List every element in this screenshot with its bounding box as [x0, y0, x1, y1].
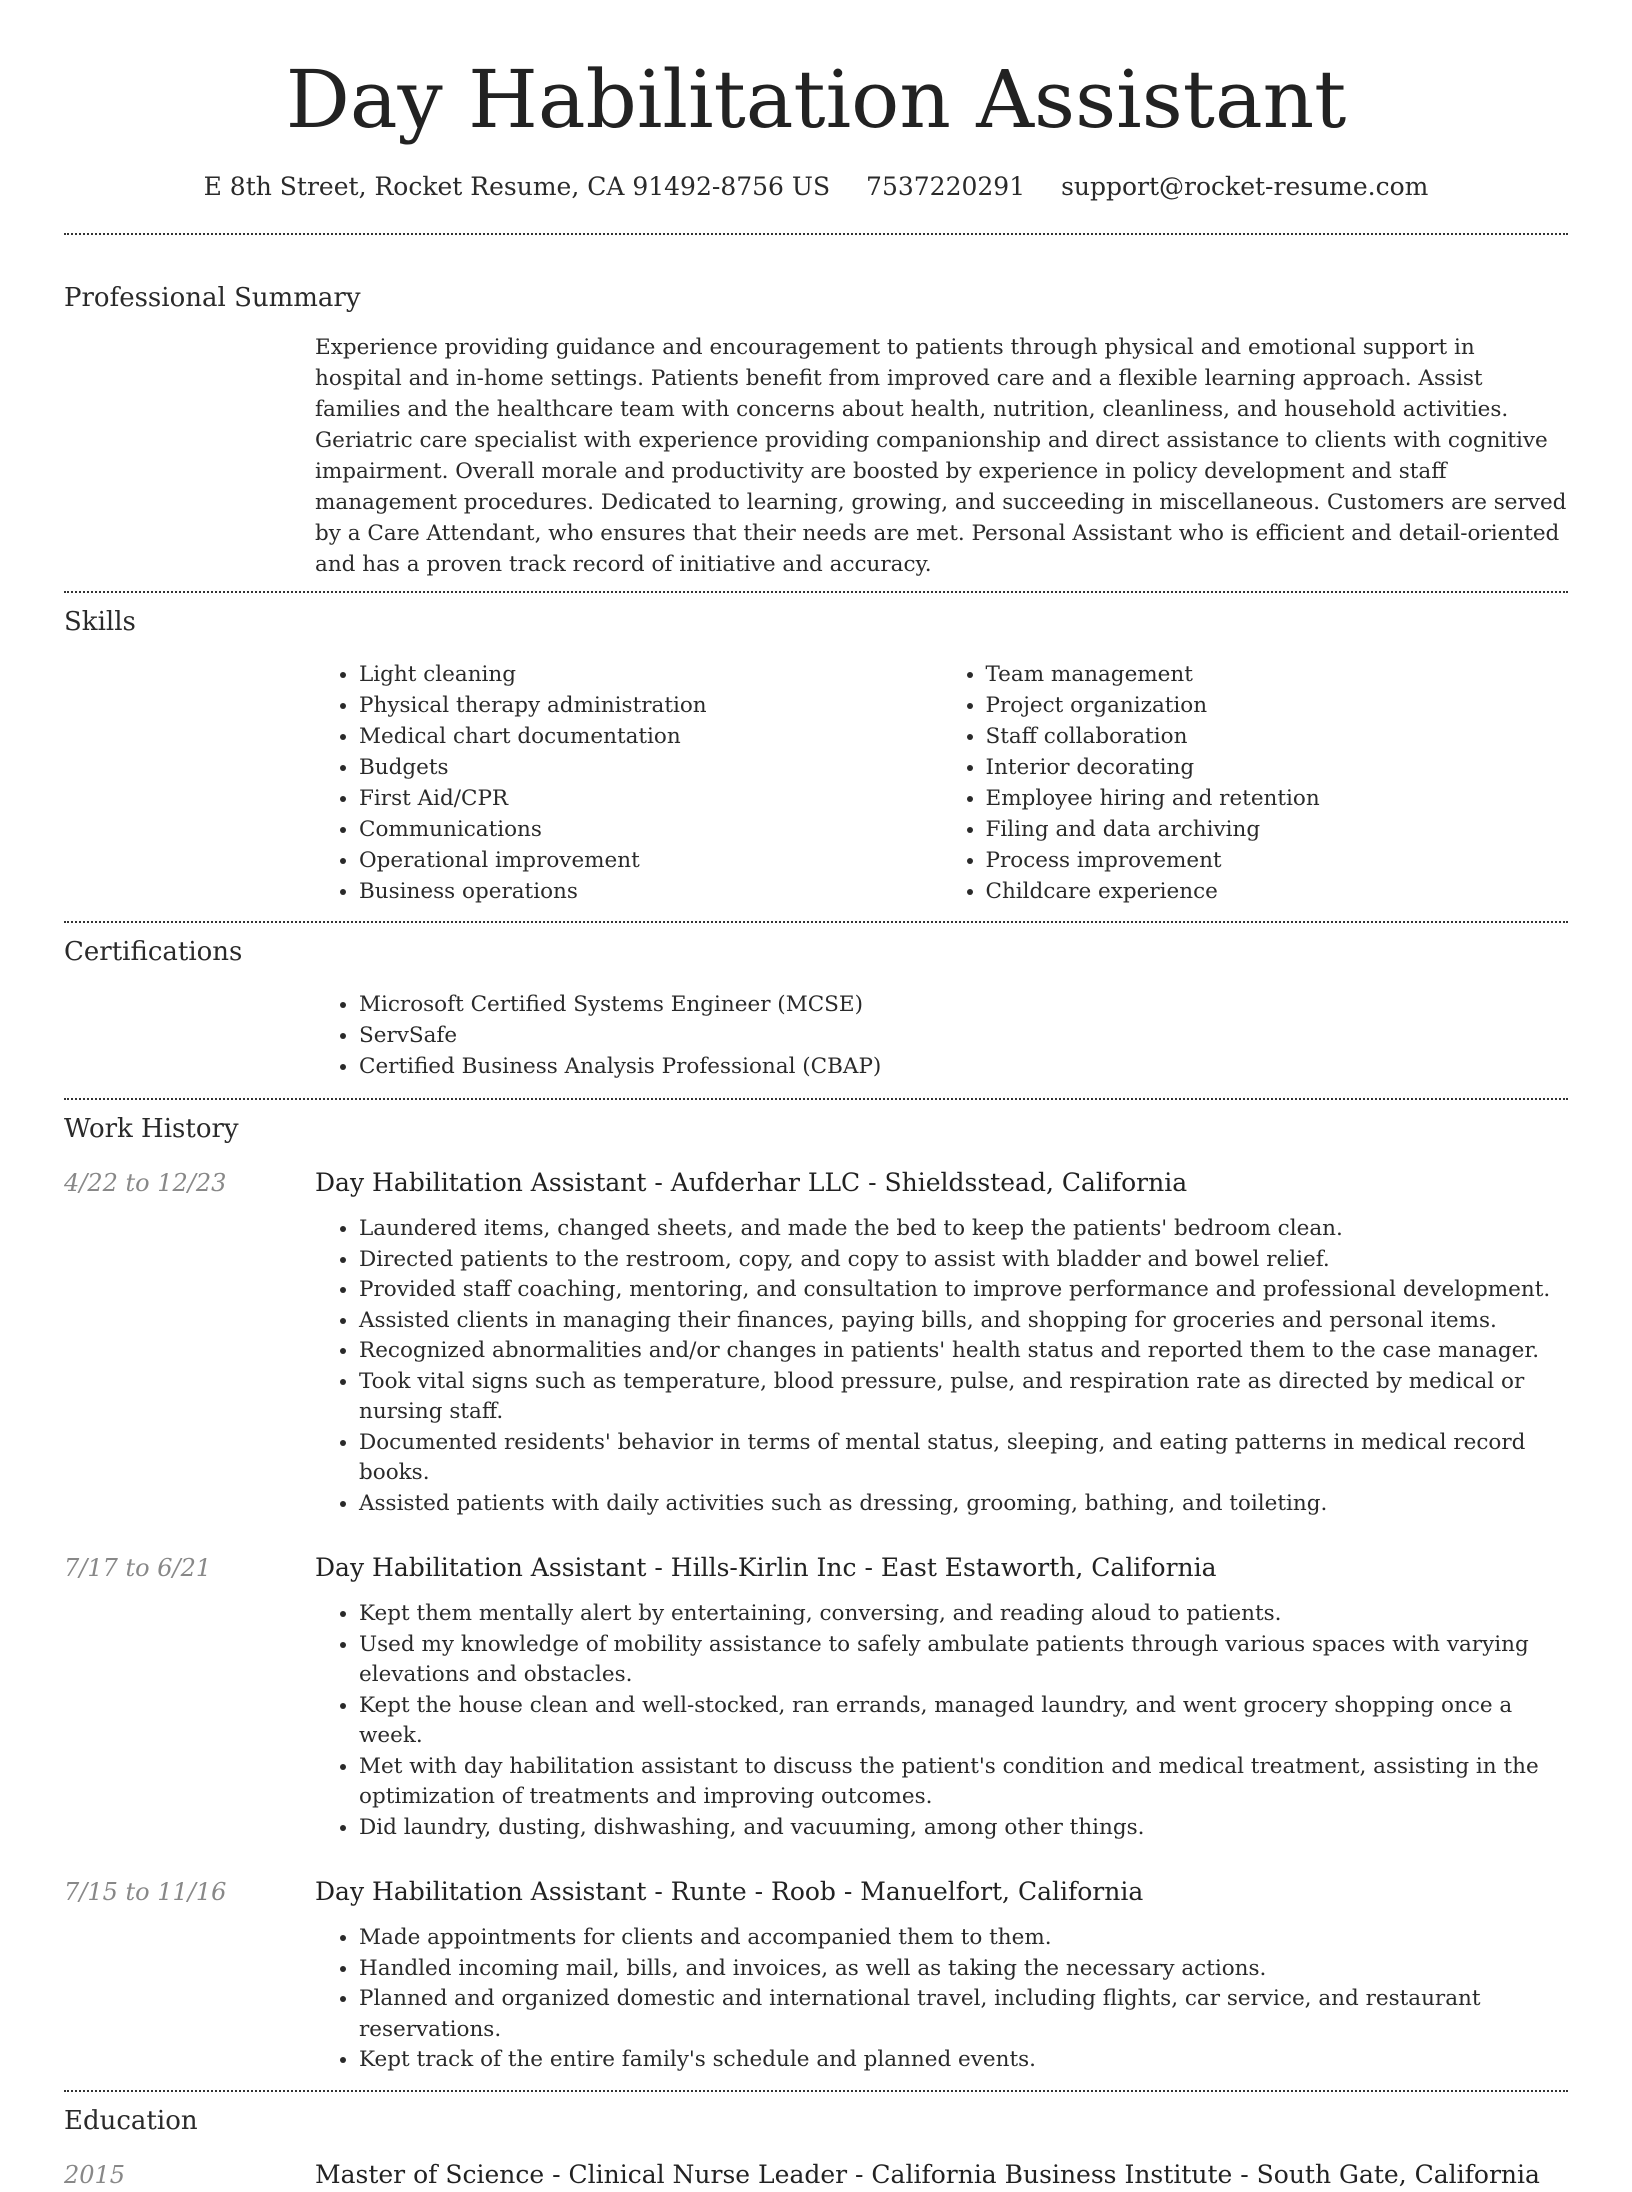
skill-item: • Process improvement: [986, 845, 1569, 876]
job-bullet-list: [315, 1599, 1568, 1843]
certification-item: • Certified Business Analysis Professional (CBAP): [359, 1051, 1568, 1082]
skill-item: • Operational improvement: [359, 845, 942, 876]
job-dates: 7/15 to 11/16: [64, 1878, 227, 1906]
skill-item: • Interior decorating: [986, 752, 1569, 783]
education-heading: Education: [64, 2105, 198, 2136]
education-heading-text: Master of Science - Clinical Nurse Leader - California Business Institute - South Gate, California: [315, 2159, 1540, 2189]
skill-item: • Physical therapy administration: [359, 690, 942, 721]
skills-list-right: [942, 659, 1569, 907]
job-dates: 4/22 to 12/23: [64, 1169, 227, 1197]
skill-item: • Business operations: [359, 876, 942, 907]
job-bullet-list: [315, 1214, 1568, 1519]
skill-item: • Staff collaboration: [986, 721, 1569, 752]
skill-item: • Employee hiring and retention: [986, 783, 1569, 814]
contact-line: [64, 170, 1568, 204]
skill-item: • Project organization: [986, 690, 1569, 721]
job-bullet: • Provided staff coaching, mentoring, and consultation to improve performance and professional development.: [359, 1275, 1568, 1306]
skills-list-left: [315, 659, 942, 907]
education-entry: [64, 2158, 1568, 2192]
work-history-section: [64, 1100, 1568, 2076]
job-list: [64, 1166, 1568, 2076]
job-bullet-list: [315, 1923, 1568, 2076]
job-heading: Day Habilitation Assistant - Aufderhar LLC - Shieldsstead, California: [315, 1168, 1188, 1197]
contact-address: E 8th Street, Rocket Resume, CA 91492-8756 US: [203, 172, 831, 201]
job-bullet: • Met with day habilitation assistant to discuss the patient's condition and medical treatment, assisting in the optimization of treatments and improving outcomes.: [359, 1752, 1568, 1813]
education-section: [64, 2092, 1568, 2192]
job-bullet: • Kept track of the entire family's schedule and planned events.: [359, 2045, 1568, 2076]
job-bullet: • Assisted clients in managing their finances, paying bills, and shopping for groceries and personal items.: [359, 1306, 1568, 1337]
job-dates: 7/17 to 6/21: [64, 1554, 212, 1582]
job-bullet: • Planned and organized domestic and international travel, including flights, car service, and restaurant reservations.: [359, 1984, 1568, 2045]
education-list: [64, 2158, 1568, 2192]
certification-item: • Microsoft Certified Systems Engineer (MCSE): [359, 989, 1568, 1020]
skill-item: • Budgets: [359, 752, 942, 783]
skill-item: • Team management: [986, 659, 1569, 690]
skill-item: • Filing and data archiving: [986, 814, 1569, 845]
contact-phone: 7537220291: [866, 172, 1026, 201]
skill-item: • Light cleaning: [359, 659, 942, 690]
summary-text: Experience providing guidance and encouragement to patients through physical and emotional support in hospital and in-home settings. Patients benefit from improved care and a flexible learning approach. Assist families and the healthcare team with concerns about health, nutrition, cleanliness, and household activities. Geriatric care specialist with experience providing companionship and direct assistance to clients with cognitive impairment. Overall morale and productivity are boosted by experience in policy development and staff management procedures. Dedicated to learning, growing, and succeeding in miscellaneous. Customers are served by a Care Attendant, who ensures that their needs are met. Personal Assistant who is efficient and detail-oriented and has a proven track record of initiative and accuracy.: [315, 335, 1567, 577]
resume-name: Day Habilitation Assistant: [285, 53, 1347, 146]
job-bullet: • Kept the house clean and well-stocked, ran errands, managed laundry, and went grocery shopping once a week.: [359, 1691, 1568, 1752]
job-heading: Day Habilitation Assistant - Hills-Kirlin Inc - East Estaworth, California: [315, 1553, 1217, 1582]
skill-item: • Communications: [359, 814, 942, 845]
job-heading: Day Habilitation Assistant - Runte - Roob - Manuelfort, California: [315, 1877, 1144, 1906]
summary-section: [64, 235, 1568, 580]
job-bullet: • Assisted patients with daily activities such as dressing, grooming, bathing, and toileting.: [359, 1489, 1568, 1520]
contact-email: support@rocket-resume.com: [1061, 172, 1429, 201]
summary-heading: Professional Summary: [64, 283, 361, 313]
job-entry: [64, 1551, 1568, 1843]
job-bullet: • Did laundry, dusting, dishwashing, and vacuuming, among other things.: [359, 1813, 1568, 1844]
job-bullet: • Used my knowledge of mobility assistance to safely ambulate patients through various spaces with varying elevations and obstacles.: [359, 1630, 1568, 1691]
job-bullet: • Made appointments for clients and accompanied them to them.: [359, 1923, 1568, 1954]
certifications-list: [315, 989, 1568, 1082]
certifications-heading: Certifications: [64, 937, 243, 967]
education-year: 2015: [64, 2160, 126, 2189]
certifications-section: [64, 923, 1568, 1082]
job-bullet: • Directed patients to the restroom, copy, and copy to assist with bladder and bowel relief.: [359, 1245, 1568, 1276]
skill-item: • Medical chart documentation: [359, 721, 942, 752]
job-bullet: • Took vital signs such as temperature, blood pressure, pulse, and respiration rate as directed by medical or nursing staff.: [359, 1367, 1568, 1428]
job-bullet: • Documented residents' behavior in terms of mental status, sleeping, and eating patterns in medical record books.: [359, 1428, 1568, 1489]
job-bullet: • Laundered items, changed sheets, and made the bed to keep the patients' bedroom clean.: [359, 1214, 1568, 1245]
work-history-heading: Work History: [64, 1114, 239, 1144]
skill-item: • Childcare experience: [986, 876, 1569, 907]
certification-item: • ServSafe: [359, 1020, 1568, 1051]
skills-heading: Skills: [64, 607, 136, 637]
job-bullet: • Kept them mentally alert by entertaining, conversing, and reading aloud to patients.: [359, 1599, 1568, 1630]
job-bullet: • Handled incoming mail, bills, and invoices, as well as taking the necessary actions.: [359, 1954, 1568, 1985]
job-bullet: • Recognized abnormalities and/or changes in patients' health status and reported them to the case manager.: [359, 1336, 1568, 1367]
job-entry: [64, 1166, 1568, 1519]
job-entry: [64, 1875, 1568, 2076]
skills-section: [64, 593, 1568, 907]
skill-item: • First Aid/CPR: [359, 783, 942, 814]
